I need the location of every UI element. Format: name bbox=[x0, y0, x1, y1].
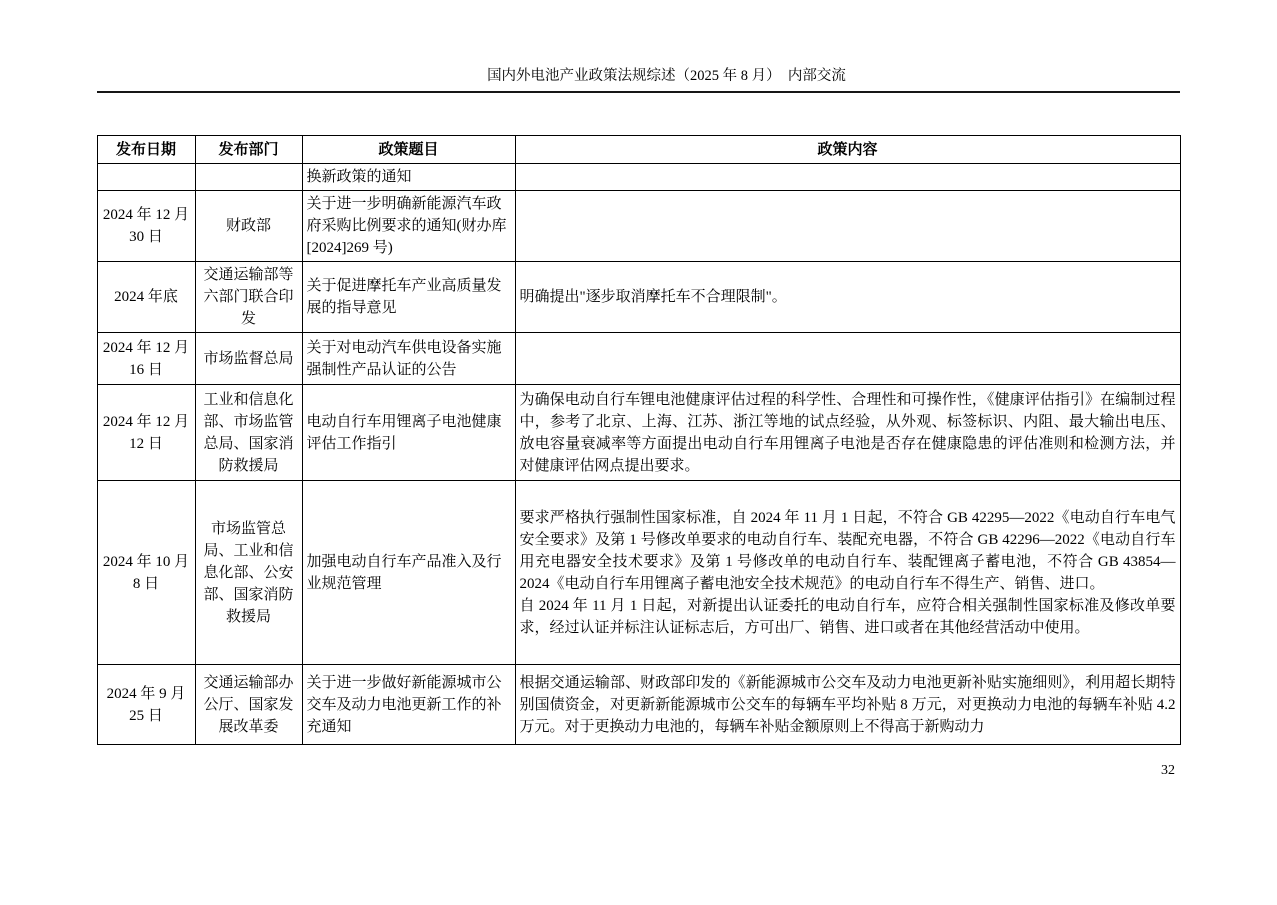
cell-content bbox=[515, 385, 1180, 481]
table-row bbox=[97, 262, 1180, 333]
cell-title: 关于促进摩托车产业高质量发展的指导意见 bbox=[302, 262, 515, 333]
policy-table bbox=[97, 135, 1181, 745]
cell-date: 2024 年底 bbox=[97, 262, 195, 333]
cell-department: 市场监督总局 bbox=[195, 333, 302, 385]
cell-content bbox=[515, 333, 1180, 385]
cell-date: 2024 年 12 月 12 日 bbox=[97, 385, 195, 481]
column-header-date: 发布日期 bbox=[97, 136, 195, 164]
column-header-content: 政策内容 bbox=[515, 136, 1180, 164]
table-row bbox=[97, 385, 1180, 481]
cell-title: 电动自行车用锂离子电池健康评估工作指引 bbox=[302, 385, 515, 481]
cell-department: 交通运输部办公厅、国家发展改革委 bbox=[195, 665, 302, 745]
cell-date: 2024 年 12 月 30 日 bbox=[97, 191, 195, 262]
table-row bbox=[97, 481, 1180, 665]
cell-title: 换新政策的通知 bbox=[302, 164, 515, 191]
cell-department: 交通运输部等六部门联合印发 bbox=[195, 262, 302, 333]
cell-content bbox=[515, 262, 1180, 333]
policy-content-paragraph: 自 2024 年 11 月 1 日起，对新提出认证委托的电动自行车，应符合相关强制性国家标准及修改单要求，经过认证并标注认证标志后，方可出厂、销售、进口或者在其他经营活动中使用。 bbox=[519, 597, 1176, 636]
policy-content-paragraph: 明确提出"逐步取消摩托车不合理限制"。 bbox=[519, 289, 787, 305]
page-footer bbox=[0, 763, 1277, 779]
table-row bbox=[97, 191, 1180, 262]
cell-department: 工业和信息化部、市场监管总局、国家消防救援局 bbox=[195, 385, 302, 481]
cell-date: 2024 年 10 月 8 日 bbox=[97, 481, 195, 665]
cell-date: 2024 年 9 月 25 日 bbox=[97, 665, 195, 745]
cell-date bbox=[97, 164, 195, 191]
cell-content bbox=[515, 665, 1180, 745]
table-header-row bbox=[97, 136, 1180, 164]
policy-content-paragraph: 为确保电动自行车锂电池健康评估过程的科学性、合理性和可操作性，《健康评估指引》在编制过程中，参考了北京、上海、江苏、浙江等地的试点经验，从外观、标签标识、内阻、最大输出电压、放电容量衰减率等方面提出电动自行车用锂离子电池是否存在健康隐患的评估准则和检测方法，并对健康评估网点提出要求。 bbox=[519, 391, 1176, 474]
page-number: 32 bbox=[1161, 763, 1175, 778]
cell-department bbox=[195, 164, 302, 191]
column-header-department: 发布部门 bbox=[195, 136, 302, 164]
cell-title: 关于进一步明确新能源汽车政府采购比例要求的通知(财办库[2024]269 号) bbox=[302, 191, 515, 262]
table-row bbox=[97, 333, 1180, 385]
policy-content-paragraph: 根据交通运输部、财政部印发的《新能源城市公交车及动力电池更新补贴实施细则》，利用超长期特别国债资金，对更新新能源城市公交车的每辆车平均补贴 8 万元，对更换动力电池的每辆车补贴 4.2 万元。对于更换动力电池的，每辆车补贴金额原则上不得高于新购动力 bbox=[519, 674, 1176, 735]
cell-content bbox=[515, 164, 1180, 191]
cell-title: 关于进一步做好新能源城市公交车及动力电池更新工作的补充通知 bbox=[302, 665, 515, 745]
policy-content-paragraph: 要求严格执行强制性国家标准，自 2024 年 11 月 1 日起，不符合 GB 42295—2022《电动自行车电气安全要求》及第 1 号修改单要求的电动自行车、装配充电器，不符合 GB 42296—2022《电动自行车用充电器安全技术要求》及第 1 号修改单的电动自行车、装配锂离子蓄电池，不符合 GB 43854—2024《电动自行车用锂离子蓄电池安全技术规范》的电动自行车不得生产、销售、进口。 bbox=[519, 509, 1176, 592]
cell-department: 财政部 bbox=[195, 191, 302, 262]
cell-title: 关于对电动汽车供电设备实施强制性产品认证的公告 bbox=[302, 333, 515, 385]
cell-title: 加强电动自行车产品准入及行业规范管理 bbox=[302, 481, 515, 665]
table-row bbox=[97, 665, 1180, 745]
column-header-title: 政策题目 bbox=[302, 136, 515, 164]
header-rule bbox=[97, 91, 1180, 93]
page-header bbox=[0, 0, 1277, 86]
cell-content bbox=[515, 481, 1180, 665]
table-row bbox=[97, 164, 1180, 191]
cell-department: 市场监管总局、工业和信息化部、公安部、国家消防救援局 bbox=[195, 481, 302, 665]
cell-content bbox=[515, 191, 1180, 262]
cell-date: 2024 年 12 月 16 日 bbox=[97, 333, 195, 385]
page-header-title: 国内外电池产业政策法规综述（2025 年 8 月） 内部交流 bbox=[487, 68, 846, 84]
